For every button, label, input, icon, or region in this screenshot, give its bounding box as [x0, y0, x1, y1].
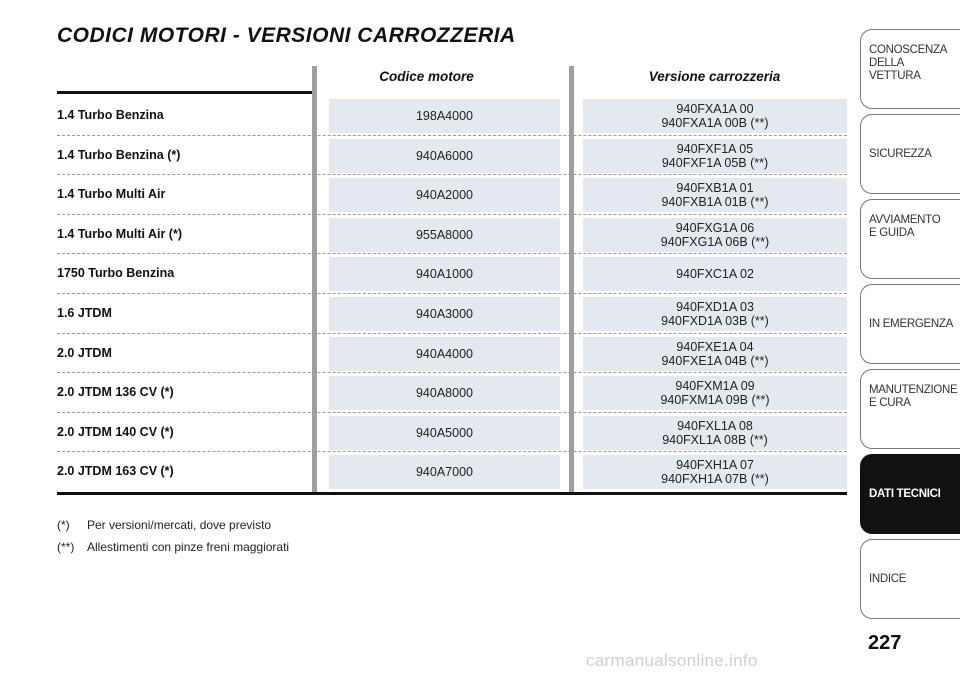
engine-model-label: 2.0 JTDM 163 CV (*)	[57, 464, 174, 479]
engine-code-cell: 940A6000	[329, 139, 560, 173]
engine-code-cell: 940A2000	[329, 178, 560, 212]
body-version-cell	[583, 178, 847, 212]
body-version-code: 940FXF1A 05	[676, 141, 754, 156]
footnote-text: Allestimenti con pinze freni maggiorati	[87, 540, 290, 554]
table-row	[57, 373, 847, 413]
body-version-cell	[583, 376, 847, 410]
column-header-engine-code: Codice motore	[379, 69, 474, 84]
tab-label-line: SICUREZZA	[869, 147, 932, 160]
tab-conoscenza-della-vettura[interactable]	[860, 29, 960, 109]
body-version-cell	[583, 257, 847, 291]
tab-label-line: DELLA	[869, 57, 904, 69]
engine-model-label: 2.0 JTDM 136 CV (*)	[57, 385, 174, 400]
tab-in-emergenza[interactable]	[860, 284, 960, 364]
tab-dati-tecnici[interactable]	[860, 454, 960, 534]
body-version-cell	[583, 99, 847, 133]
tab-label-line: E CURA	[869, 397, 911, 409]
engine-model-label: 2.0 JTDM 140 CV (*)	[57, 424, 174, 439]
table-row	[57, 96, 847, 136]
table-row	[57, 452, 847, 492]
engine-code-cell: 940A4000	[329, 337, 560, 371]
chapter-tabs	[860, 29, 960, 624]
table-row	[57, 136, 847, 176]
tab-label	[869, 214, 940, 240]
tab-label-line: AVVIAMENTO	[869, 214, 941, 226]
tab-label-line: MANUTENZIONE	[869, 384, 958, 396]
tab-label	[869, 318, 953, 331]
engine-model-label: 1.4 Turbo Benzina (*)	[57, 147, 181, 162]
body-version-code: 940FXB1A 01	[676, 181, 754, 196]
footnote	[57, 514, 289, 536]
table-row	[57, 294, 847, 334]
body-version-code: 940FXH1A 07	[676, 458, 754, 473]
engine-code-cell: 940A1000	[329, 257, 560, 291]
engine-code-cell: 955A8000	[329, 218, 560, 252]
tab-label	[869, 384, 957, 410]
footnote-mark: (**)	[57, 540, 75, 554]
table-row	[57, 334, 847, 374]
tab-label	[869, 573, 906, 586]
footnote-mark: (*)	[57, 518, 70, 532]
body-version-cell	[583, 218, 847, 252]
tab-manutenzione-e-cura[interactable]	[860, 369, 960, 449]
tab-indice[interactable]	[860, 539, 960, 619]
body-version-code: 940FXG1A 06	[675, 220, 755, 235]
tab-label-line: CONOSCENZA	[869, 44, 948, 56]
body-version-cell	[583, 416, 847, 450]
engine-model-label: 2.0 JTDM	[57, 345, 112, 360]
body-version-code: 940FXE1A 04	[676, 339, 754, 354]
table-row	[57, 413, 847, 453]
engine-model-label: 1.4 Turbo Benzina	[57, 108, 164, 122]
body-version-code: 940FXL1A 08	[677, 418, 753, 433]
body-version-code: 940FXF1A 05B (**)	[661, 155, 769, 170]
tab-sicurezza[interactable]	[860, 114, 960, 194]
engine-code-cell: 198A4000	[329, 99, 560, 133]
tab-label-line: E GUIDA	[869, 227, 915, 239]
table-row	[57, 254, 847, 294]
body-version-code: 940FXA1A 00	[676, 102, 754, 116]
body-version-code: 940FXD1A 03	[676, 299, 754, 314]
tab-label-line: INDICE	[869, 572, 907, 585]
body-version-code: 940FXD1A 03B (**)	[661, 313, 769, 328]
tab-label-line: VETTURA	[869, 70, 921, 82]
table-row	[57, 175, 847, 215]
footnote	[57, 536, 289, 558]
engine-code-table	[57, 63, 847, 498]
body-version-cell	[583, 455, 847, 489]
engine-code-cell: 940A3000	[329, 297, 560, 331]
body-version-code: 940FXC1A 02	[676, 267, 754, 282]
page-title: CODICI MOTORI - VERSIONI CARROZZERIA	[57, 24, 516, 47]
table-row	[57, 215, 847, 255]
engine-model-label: 1750 Turbo Benzina	[57, 266, 175, 281]
table-rows	[57, 96, 847, 492]
body-version-cell	[583, 337, 847, 371]
tab-label	[869, 44, 947, 83]
engine-model-label: 1.6 JTDM	[57, 305, 112, 320]
body-version-code: 940FXM1A 09B (**)	[660, 393, 770, 408]
tab-label	[869, 148, 931, 161]
footnote-text: Per versioni/mercati, dove previsto	[87, 518, 272, 532]
page-number: 227	[868, 632, 902, 654]
body-version-code: 940FXM1A 09	[675, 379, 755, 394]
tab-label-line: DATI TECNICI	[869, 487, 941, 500]
body-version-code: 940FXB1A 01B (**)	[661, 195, 769, 210]
body-version-cell	[583, 297, 847, 331]
engine-model-label: 1.4 Turbo Multi Air (*)	[57, 226, 182, 241]
body-version-code: 940FXG1A 06B (**)	[660, 234, 770, 249]
watermark: carmanualsonline.info	[586, 651, 758, 670]
engine-code-cell: 940A5000	[329, 416, 560, 450]
tab-avviamento-e-guida[interactable]	[860, 199, 960, 279]
table-bottom-rule	[57, 492, 847, 495]
engine-code-cell: 940A8000	[329, 376, 560, 410]
footnotes	[57, 514, 289, 558]
column-header-body-version: Versione carrozzeria	[648, 69, 781, 84]
body-version-code: 940FXH1A 07B (**)	[661, 472, 769, 487]
body-version-code: 940FXL1A 08B (**)	[662, 432, 768, 447]
body-version-code: 940FXA1A 00B (**)	[661, 116, 769, 130]
engine-model-label: 1.4 Turbo Multi Air	[57, 187, 166, 202]
body-version-code: 940FXE1A 04B (**)	[661, 353, 769, 368]
tab-label-line: IN EMERGENZA	[869, 317, 953, 330]
engine-code-cell: 940A7000	[329, 455, 560, 489]
body-version-cell	[583, 139, 847, 173]
tab-label	[869, 488, 941, 501]
table-top-rule	[57, 91, 315, 94]
